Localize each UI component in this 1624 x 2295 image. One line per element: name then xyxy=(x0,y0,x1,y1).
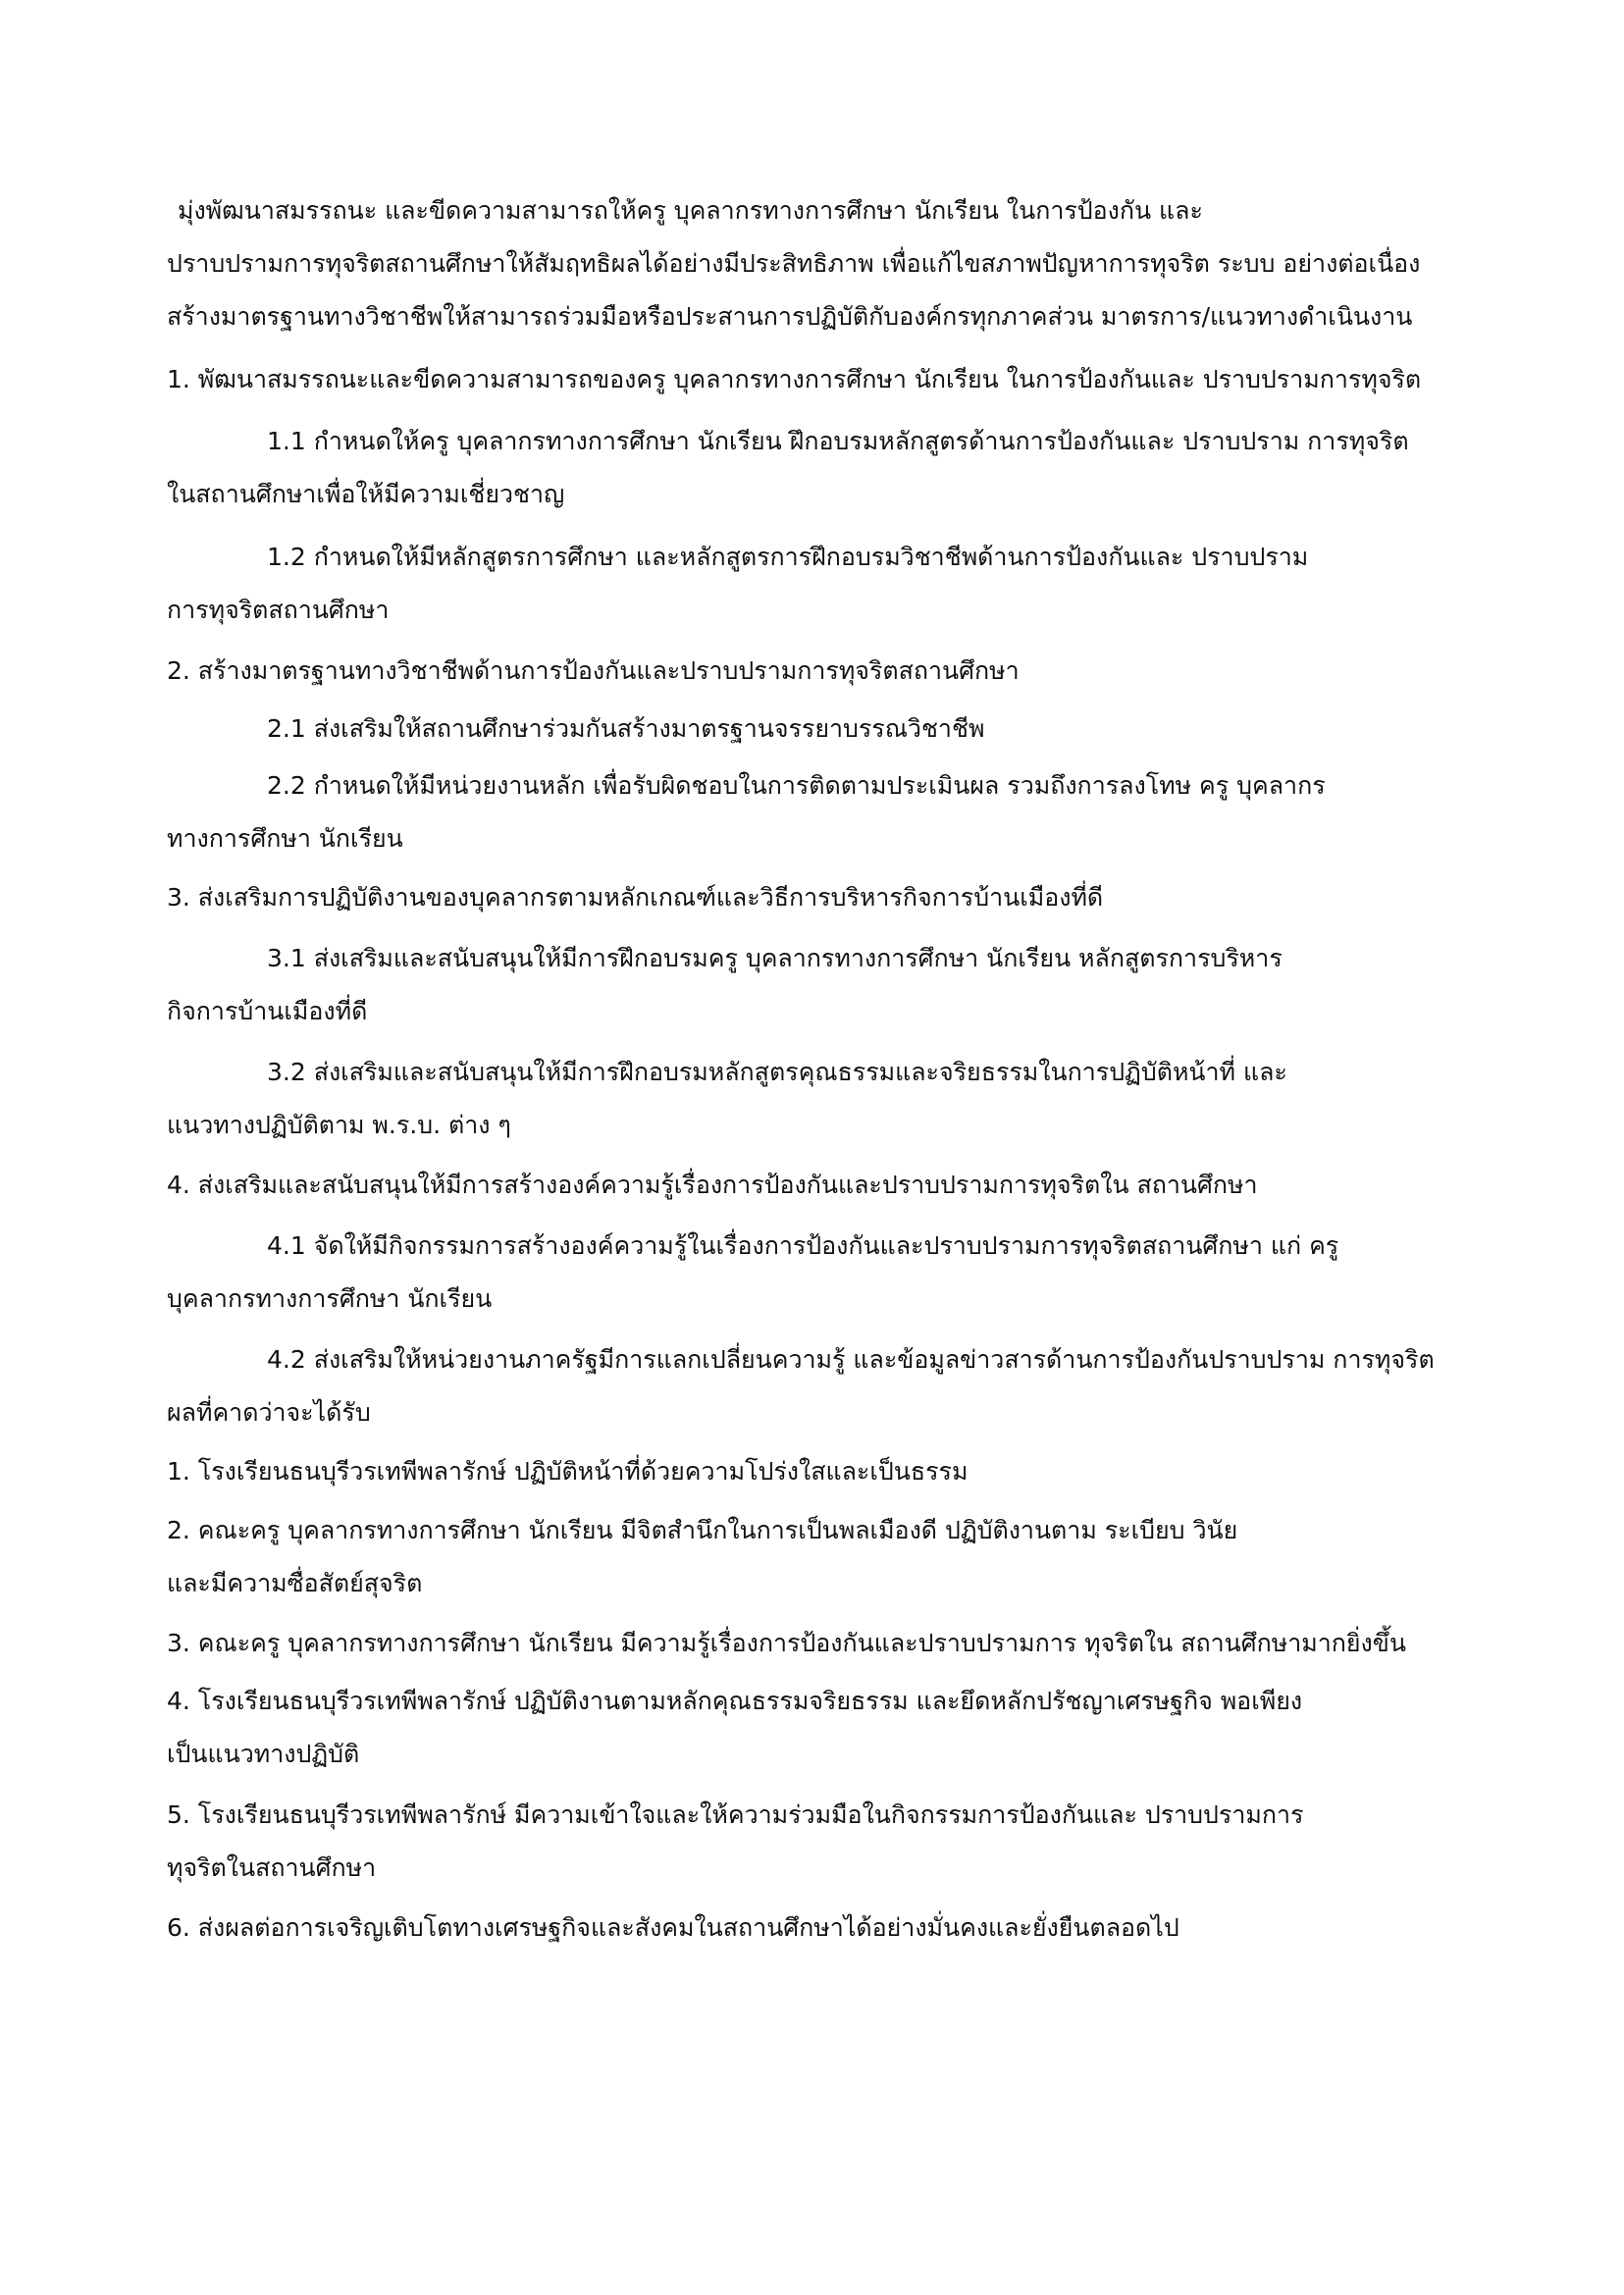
intro-line-3: สร้างมาตรฐานทางวิชาชีพให้สามารถร่วมมือหรือประสานการปฏิบัติกับองค์กรทุกภาคส่วน มาตรการ/แนวทางดำเนินงาน xyxy=(167,302,1413,331)
measure-3-heading: 3. ส่งเสริมการปฏิบัติงานของบุคลากรตามหลักเกณฑ์และวิธีการบริหารกิจการบ้านเมืองที่ดี xyxy=(167,883,1104,912)
measure-1-1-line-1: 1.1 กำหนดให้ครู บุคลากรทางการศึกษา นักเรียน ฝึกอบรมหลักสูตรด้านการป้องกันและ ปราบปราม การทุจริต xyxy=(267,427,1409,455)
intro-line-1: มุ่งพัฒนาสมรรถนะ และขีดความสามารถให้ครู บุคลากรทางการศึกษา นักเรียน ในการป้องกัน และ xyxy=(178,196,1203,225)
expected-results-heading: ผลที่คาดว่าจะได้รับ xyxy=(167,1398,371,1427)
result-4-line-1: 4. โรงเรียนธนบุรีวรเทพีพลารักษ์ ปฏิบัติงานตามหลักคุณธรรมจริยธรรม และยึดหลักปรัชญาเศรษฐกิจ พอเพียง xyxy=(167,1687,1303,1715)
result-2-line-1: 2. คณะครู บุคลากรทางการศึกษา นักเรียน มีจิตสำนึกในการเป็นพลเมืองดี ปฏิบัติงานตาม ระเบียบ วินัย xyxy=(167,1516,1238,1544)
measure-1-1-line-2: ในสถานศึกษาเพื่อให้มีความเชี่ยวชาญ xyxy=(167,480,565,508)
measure-3-1-line-2: กิจการบ้านเมืองที่ดี xyxy=(167,997,368,1025)
result-5-line-1: 5. โรงเรียนธนบุรีวรเทพีพลารักษ์ มีความเข้าใจและให้ความร่วมมือในกิจกรรมการป้องกันและ ปราบปรามการ xyxy=(167,1800,1304,1829)
measure-1-heading: 1. พัฒนาสมรรถนะและขีดความสามารถของครู บุคลากรทางการศึกษา นักเรียน ในการป้องกันและ ปราบปรามการทุจริต xyxy=(167,365,1422,393)
result-2-line-2: และมีความซื่อสัตย์สุจริต xyxy=(167,1569,423,1597)
result-5-line-2: ทุจริตในสถานศึกษา xyxy=(167,1853,377,1882)
measure-3-2-line-2: แนวทางปฏิบัติตาม พ.ร.บ. ต่าง ๆ xyxy=(167,1111,511,1139)
result-4-line-2: เป็นแนวทางปฏิบัติ xyxy=(167,1740,360,1768)
measure-3-1-line-1: 3.1 ส่งเสริมและสนับสนุนให้มีการฝึกอบรมครู บุคลากรทางการศึกษา นักเรียน หลักสูตรการบริหาร xyxy=(267,944,1283,972)
measure-4-1-line-2: บุคลากรทางการศึกษา นักเรียน xyxy=(167,1284,493,1313)
measure-2-2-line-2: ทางการศึกษา นักเรียน xyxy=(167,824,403,853)
result-1: 1. โรงเรียนธนบุรีวรเทพีพลารักษ์ ปฏิบัติหน้าที่ด้วยความโปร่งใสและเป็นธรรม xyxy=(167,1457,969,1486)
measure-1-2-line-1: 1.2 กำหนดให้มีหลักสูตรการศึกษา และหลักสูตรการฝึกอบรมวิชาชีพด้านการป้องกันและ ปราบปราม xyxy=(267,543,1309,571)
measure-4-2: 4.2 ส่งเสริมให้หน่วยงานภาครัฐมีการแลกเปลี่ยนความรู้ และข้อมูลข่าวสารด้านการป้องกันปราบปราม การทุจริต xyxy=(267,1345,1435,1374)
measure-1-2-line-2: การทุจริตสถานศึกษา xyxy=(167,596,390,624)
intro-line-2: ปราบปรามการทุจริตสถานศึกษาให้สัมฤทธิผลได้อย่างมีประสิทธิภาพ เพื่อแก้ไขสภาพปัญหาการทุจริต ระบบ อย่างต่อเนื่อง xyxy=(167,249,1421,278)
result-3: 3. คณะครู บุคลากรทางการศึกษา นักเรียน มีความรู้เรื่องการป้องกันและปราบปรามการ ทุจริตใน สถานศึกษามากยิ่งขึ้น xyxy=(167,1629,1406,1657)
result-6: 6. ส่งผลต่อการเจริญเติบโตทางเศรษฐกิจและสังคมในสถานศึกษาได้อย่างมั่นคงและยั่งยืนตลอดไป xyxy=(167,1913,1179,1942)
measure-2-1: 2.1 ส่งเสริมให้สถานศึกษาร่วมกันสร้างมาตรฐานจรรยาบรรณวิชาชีพ xyxy=(267,714,985,743)
measure-3-2-line-1: 3.2 ส่งเสริมและสนับสนุนให้มีการฝึกอบรมหลักสูตรคุณธรรมและจริยธรรมในการปฏิบัติหน้าที่ และ xyxy=(267,1058,1287,1086)
measure-4-heading: 4. ส่งเสริมและสนับสนุนให้มีการสร้างองค์ความรู้เรื่องการป้องกันและปราบปรามการทุจริตใน สถานศึกษา xyxy=(167,1171,1258,1199)
measure-4-1-line-1: 4.1 จัดให้มีกิจกรรมการสร้างองค์ความรู้ในเรื่องการป้องกันและปราบปรามการทุจริตสถานศึกษา แก่ ครู xyxy=(267,1231,1339,1260)
measure-2-2-line-1: 2.2 กำหนดให้มีหน่วยงานหลัก เพื่อรับผิดชอบในการติดตามประเมินผล รวมถึงการลงโทษ ครู บุคลากร xyxy=(267,771,1326,800)
measure-2-heading: 2. สร้างมาตรฐานทางวิชาชีพด้านการป้องกันและปราบปรามการทุจริตสถานศึกษา xyxy=(167,656,1020,685)
